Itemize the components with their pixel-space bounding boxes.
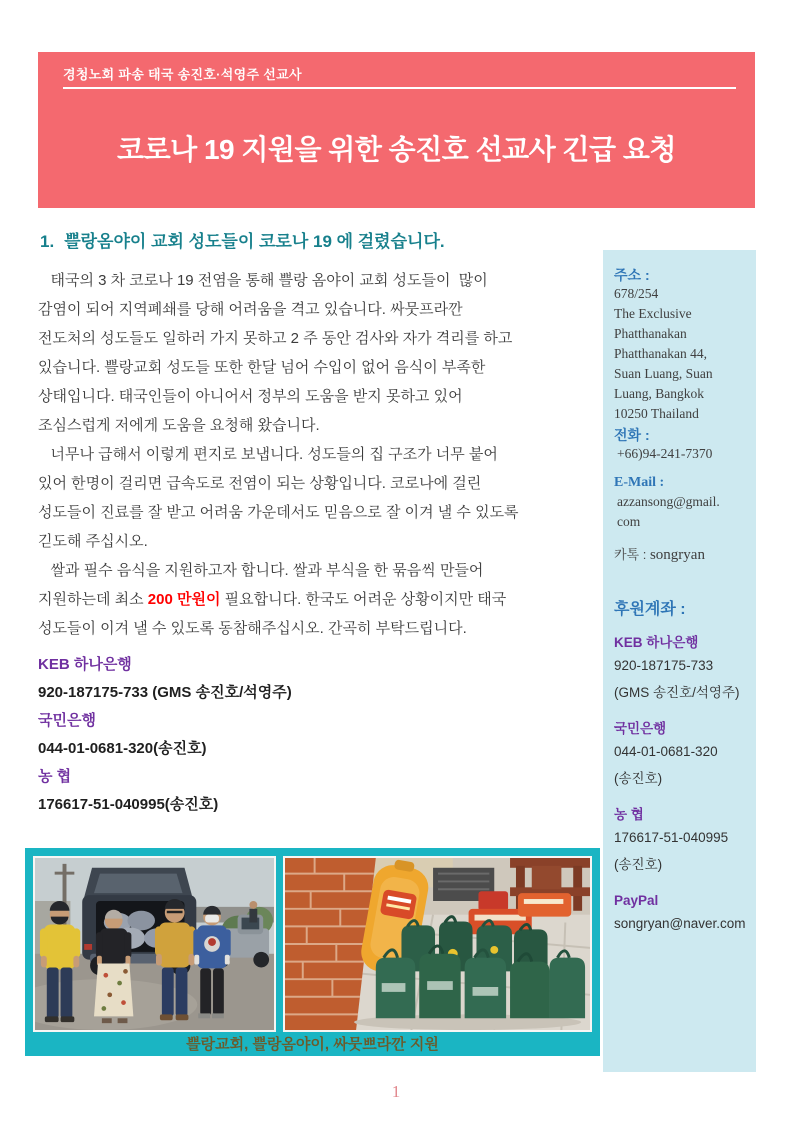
sidebar-account-group xyxy=(614,720,748,792)
bank-name: PayPal xyxy=(614,893,659,908)
contact-sidebar xyxy=(603,250,756,1072)
body-line: 쌀과 필수 음식을 지원하고자 합니다. 쌀과 부식을 한 묶음씩 만들어 xyxy=(38,562,484,579)
photo-panel xyxy=(25,848,600,1056)
address-line: 678/254 xyxy=(614,286,659,301)
header-banner xyxy=(38,52,755,208)
body-line: 조심스럽게 저에게 도움을 요청해 왔습니다. xyxy=(38,417,320,434)
amount-highlight: 200 만원이 xyxy=(147,591,221,608)
address-label: 주소 : xyxy=(614,267,650,283)
photo-left-graphic xyxy=(35,858,274,1030)
sidebar-account-group xyxy=(614,806,748,878)
bank-name: 국민은행 xyxy=(38,712,96,729)
body-line-part: 지원하는데 최소 xyxy=(38,591,148,608)
section-heading xyxy=(40,227,445,252)
photo-caption: 쁠랑교회, 쁠랑옴야이, 싸뭇쁘라깐 지원 xyxy=(186,1036,439,1053)
body-line: 있어 한명이 걸리면 급속도로 전염이 되는 상황입니다. 코로나에 걸린 xyxy=(38,475,482,492)
body-line: 태국의 3 차 코로나 19 전염을 통해 쁠랑 옴야이 교회 성도들이 많이 xyxy=(38,272,488,289)
bank-name: KEB 하나은행 xyxy=(38,656,132,673)
body-text xyxy=(38,266,598,643)
body-line: 감염이 되어 지역폐쇄를 당해 어려움을 격고 있습니다. 싸뭇프라깐 xyxy=(38,301,463,318)
bank-account: 176617-51-040995(송진호) xyxy=(38,796,219,813)
bank-name: KEB 하나은행 xyxy=(614,635,699,650)
address-line: Phatthanakan 44, xyxy=(614,346,707,361)
sidebar-account-group xyxy=(614,892,748,937)
bank-account-holder: (송진호) xyxy=(614,771,663,786)
donation-accounts-main xyxy=(38,651,292,819)
email-label: E-Mail : xyxy=(614,475,665,490)
katok-line xyxy=(614,544,748,564)
bank-account: 176617-51-040995 xyxy=(614,830,729,845)
sidebar-account-group xyxy=(614,634,748,706)
header-divider xyxy=(63,87,736,89)
email-value: azzansong@gmail. xyxy=(617,494,720,509)
bank-account-holder: (GMS 송진호/석영주) xyxy=(614,685,740,700)
body-line: 긷도해 주십시오. xyxy=(38,533,148,550)
phone-label: 전화 : xyxy=(614,427,650,443)
address-line: The Exclusive xyxy=(614,306,692,321)
bank-account: 044-01-0681-320(송진호) xyxy=(38,740,207,757)
bank-account: 044-01-0681-320 xyxy=(614,744,718,759)
address-line: Suan Luang, Suan xyxy=(614,366,713,381)
bank-name: 국민은행 xyxy=(614,721,667,736)
paypal-email: songryan@naver.com xyxy=(614,916,746,931)
bank-account: 920-187175-733 xyxy=(614,658,714,673)
body-line: 너무나 급해서 이렇게 편지로 보냅니다. 성도들의 집 구조가 너무 붙어 xyxy=(38,446,498,463)
accounts-heading: 후원계좌 : xyxy=(614,601,686,618)
section-number: 1. xyxy=(40,232,55,251)
body-line: 전도처의 성도들도 일하러 가지 못하고 2 주 동안 검사와 자가 격리를 하고 xyxy=(38,330,513,347)
spacer xyxy=(614,464,748,474)
photo-right-graphic xyxy=(285,858,590,1030)
page-number: 1 xyxy=(391,1082,401,1101)
bank-account-holder: (송진호) xyxy=(614,857,663,872)
address-line: Luang, Bangkok xyxy=(614,386,704,401)
section-title: 쁠랑옴야이 교회 성도들이 코로나 19 에 걸렸습니다. xyxy=(64,232,445,251)
body-line: 있습니다. 쁠랑교회 성도들 또한 한달 넘어 수입이 없어 음식이 부족한 xyxy=(38,359,486,376)
page-title: 코로나 19 지원을 위한 송진호 선교사 긴급 요청 xyxy=(117,134,676,165)
body-line: 상태입니다. 태국인들이 아니어서 정부의 도움을 받지 못하고 있어 xyxy=(38,388,463,405)
photo-supply-bags xyxy=(283,856,592,1032)
body-line-part: 필요합니다. 한국도 어려운 상황이지만 태국 xyxy=(220,591,507,608)
phone-value: +66)94-241-7370 xyxy=(617,446,713,461)
katok-label: 카톡 : xyxy=(614,547,650,562)
email-value: com xyxy=(617,514,641,529)
bank-account: 920-187175-733 (GMS 송진호/석영주) xyxy=(38,684,292,701)
photo-church-members xyxy=(33,856,276,1032)
body-line: 성도들이 이겨 낼 수 있도록 동참해주십시오. 간곡히 부탁드립니다. xyxy=(38,620,467,637)
header-kicker: 경청노회 파송 태국 송진호·석영주 선교사 xyxy=(63,67,302,82)
bank-name: 농 협 xyxy=(38,768,72,785)
bank-name: 농 협 xyxy=(614,807,644,822)
address-line: Phatthanakan xyxy=(614,326,687,341)
body-line xyxy=(38,585,598,614)
body-line: 성도들이 진료를 잘 받고 어려움 가운데서도 믿음으로 잘 이겨 낼 수 있도록 xyxy=(38,504,519,521)
katok-value: songryan xyxy=(649,547,705,563)
address-line: 10250 Thailand xyxy=(614,406,699,421)
